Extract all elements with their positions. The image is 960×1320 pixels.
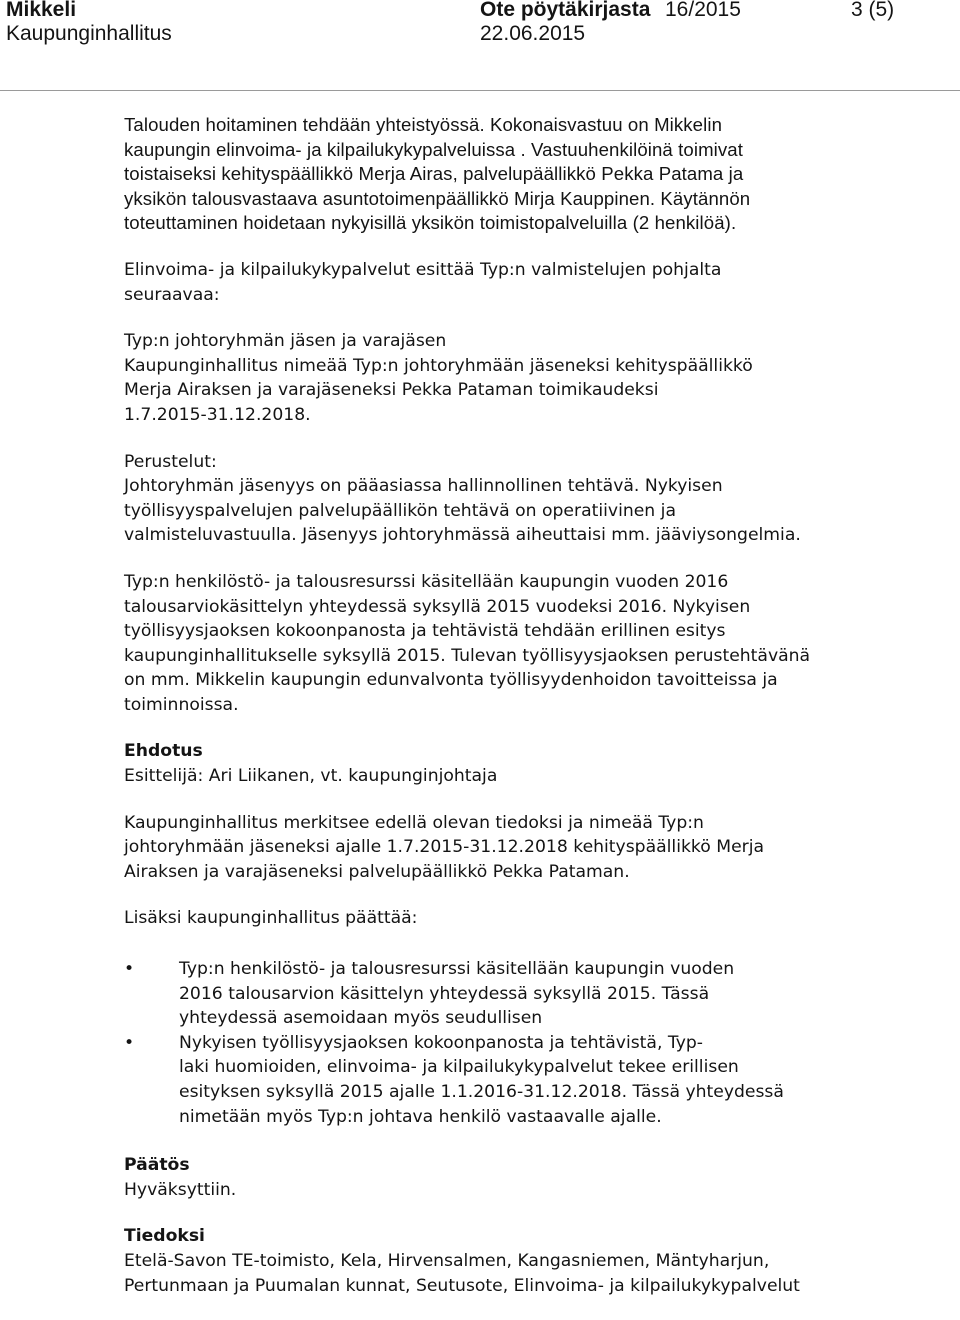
text-line: johtoryhmään jäseneksi ajalle 1.7.2015-31.12.2018 kehityspäällikkö Merja [124, 837, 765, 858]
decision-text: Hyväksyttiin. [124, 1179, 237, 1200]
text-line: seuraavaa: [124, 284, 220, 305]
list-item [72, 1031, 924, 1129]
text-line: talousarviokäsittelyn yhteydessä syksyllä 2015 vuodeksi 2016. Nykyisen [124, 596, 751, 617]
text-line: työllisyysjaoksen kokoonpanosta ja tehtävistä tehdään erillinen esitys [124, 621, 726, 642]
text-line: toiminnoissa. [124, 694, 239, 715]
text-line: Kaupunginhallitus merkitsee edellä olevan tiedoksi ja nimeää Typ:n [124, 812, 704, 833]
list-item [72, 957, 924, 1031]
bullet-icon: • [124, 1032, 135, 1053]
text-line: Talouden hoitaminen tehdään yhteistyössä. Kokonaisvastuu on Mikkelin [124, 114, 723, 135]
text-line: Typ:n henkilöstö- ja talousresurssi käsitellään kaupungin vuoden 2016 [124, 571, 729, 592]
proposal-heading: Ehdotus [124, 741, 203, 762]
text-line: valmisteluvastuulla. Jäsenyys johtoryhmässä aiheuttaisi mm. jääviysongelmia. [124, 525, 801, 546]
text-line: Typ:n henkilöstö- ja talousresurssi käsitellään kaupungin vuoden [179, 959, 735, 980]
decision-bullet-list [72, 957, 924, 1129]
text-line: Elinvoima- ja kilpailukykypalvelut esittää Typ:n valmistelujen pohjalta [124, 259, 722, 280]
paragraph-resources [124, 570, 924, 718]
text-line: Kaupunginhallitus nimeää Typ:n johtoryhmään jäseneksi kehityspäällikkö [124, 355, 753, 376]
text-line: toteuttaminen hoidetaan nykyisillä yksikön toimistopalveluilla (2 henkilöä). [124, 212, 737, 234]
document-body [124, 113, 924, 1320]
paragraph-additional [124, 906, 924, 931]
bullet-icon: • [124, 959, 135, 980]
section-decision [124, 1153, 924, 1202]
presenter-line: Esittelijä: Ari Liikanen, vt. kaupunginjohtaja [124, 766, 498, 787]
text-line: 1.7.2015-31.12.2018. [124, 404, 311, 425]
text-line: Etelä-Savon TE-toimisto, Kela, Hirvensalmen, Kangasniemen, Mäntyharjun, [124, 1250, 770, 1271]
text-line: on mm. Mikkelin kaupungin edunvalvonta työllisyydenhoidon tavoitteissa ja [124, 670, 778, 691]
text-line: Johtoryhmän jäsenyys on pääasiassa hallinnollinen tehtävä. Nykyisen [124, 476, 723, 497]
info-heading: Tiedoksi [124, 1226, 205, 1247]
header-divider [0, 90, 960, 91]
text-line: Lisäksi kaupunginhallitus päättää: [124, 908, 418, 929]
text-line: Nykyisen työllisyysjaoksen kokoonpanosta ja tehtävistä, Typ- [179, 1032, 703, 1053]
header-city: Mikkeli [6, 0, 77, 21]
text-line: esityksen syksyllä 2015 ajalle 1.1.2016-31.12.2018. Tässä yhteydessä [179, 1082, 784, 1102]
header-body: Kaupunginhallitus [6, 22, 172, 45]
text-line: työllisyyspalvelujen palvelupäällikön tehtävä on operatiivinen ja [124, 500, 676, 521]
text-line: laki huomioiden, elinvoima- ja kilpailukykypalvelut tekee erillisen [179, 1057, 739, 1078]
header-page-number: 3 (5) [851, 0, 895, 21]
section-proposal [124, 739, 924, 788]
text-line: 2016 talousarvion käsittelyn yhteydessä syksyllä 2015. Tässä [179, 983, 710, 1004]
text-line: kaupunginhallitukselle syksyllä 2015. Tulevan työllisyysjaoksen perustehtävänä [124, 645, 811, 666]
paragraph-board-member [124, 329, 924, 427]
text-line: Merja Airaksen ja varajäseneksi Pekka Pataman toimikaudeksi [124, 380, 659, 401]
text-line: Perustelut: [124, 451, 217, 472]
header-doc-number: 16/2015 [665, 0, 741, 21]
text-line: Typ:n johtoryhmän jäsen ja varajäsen [124, 331, 447, 352]
text-line: Airaksen ja varajäseneksi palvelupäällikkö Pekka Pataman. [124, 861, 630, 882]
header-doc-label: Ote pöytäkirjasta [480, 0, 651, 21]
section-info [124, 1224, 924, 1298]
text-line: toistaiseksi kehityspäällikkö Merja Airas, palvelupäällikkö Pekka Patama ja [124, 163, 744, 185]
paragraph-justification [124, 450, 924, 548]
text-line: yksikön talousvastaava asuntotoimenpäällikkö Mirja Kauppinen. Käytännön [124, 187, 751, 209]
text-line: yhteydessä asemoidaan myös seudullisen [179, 1008, 543, 1029]
text-line: kaupungin elinvoima- ja kilpailukykypalveluissa . Vastuuhenkilöinä toimivat [124, 138, 744, 160]
header-date: 22.06.2015 [480, 22, 586, 45]
paragraph-proposal-intro [124, 258, 924, 307]
paragraph-proposal-text [124, 811, 924, 885]
decision-heading: Päätös [124, 1155, 190, 1176]
paragraph-finance [124, 113, 924, 236]
text-line: Pertunmaan ja Puumalan kunnat, Seutusote, Elinvoima- ja kilpailukykypalvelut [124, 1275, 800, 1296]
text-line: nimetään myös Typ:n johtava henkilö vastaavalle ajalle. [179, 1106, 662, 1127]
